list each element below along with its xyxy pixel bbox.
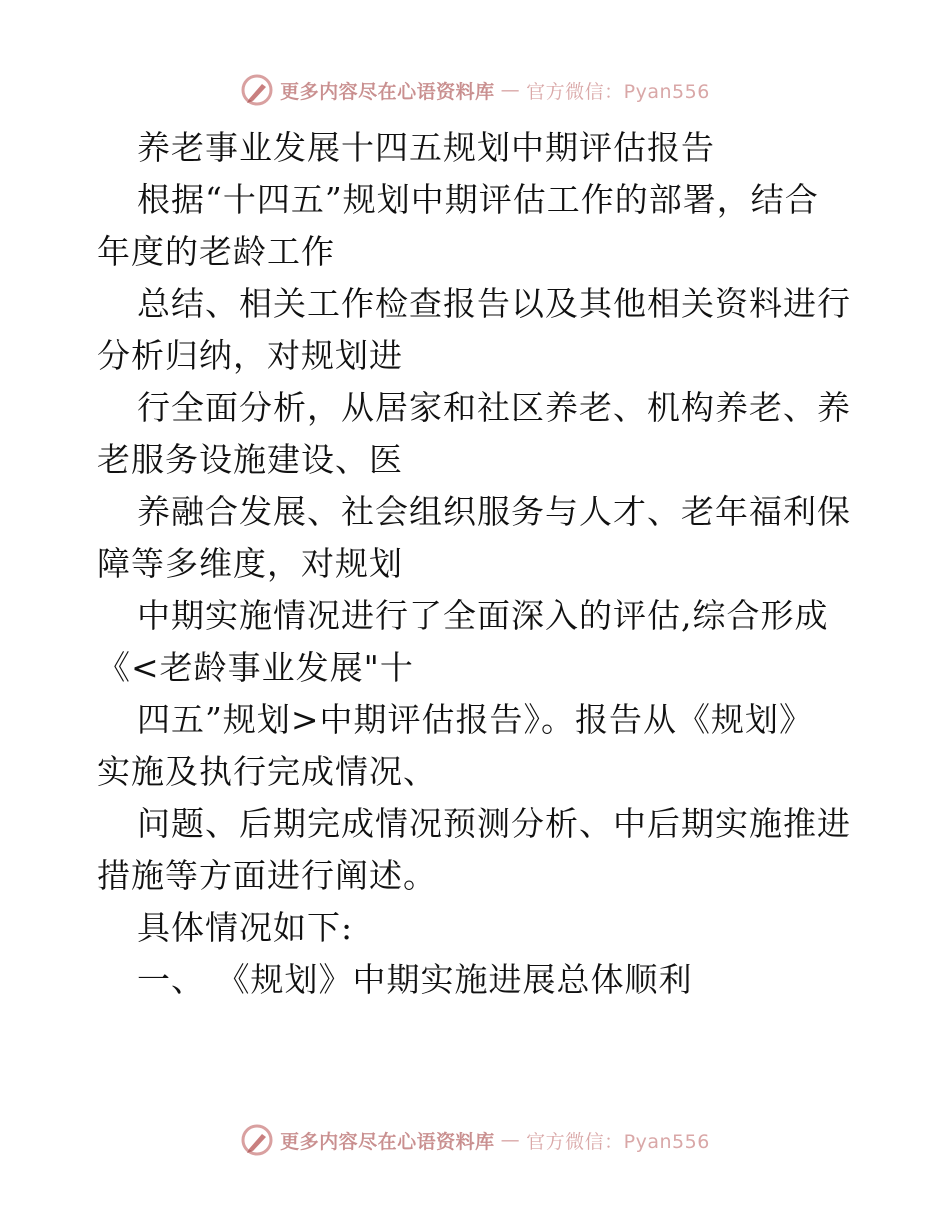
paragraph-line: 老服务设施建设、医 bbox=[97, 440, 403, 479]
footer-watermark bbox=[0, 1120, 950, 1160]
paragraph-line: 养老事业发展十四五规划中期评估报告 bbox=[137, 128, 715, 167]
pen-logo-icon bbox=[240, 1123, 274, 1157]
paragraph-line: 根据“十四五”规划中期评估工作的部署，结合 bbox=[137, 180, 819, 219]
paragraph-line: 一、 《规划》中期实施进展总体顺利 bbox=[137, 960, 693, 999]
paragraph-line: 实施及执行完成情况、 bbox=[97, 752, 437, 791]
paragraph-line: 问题、后期完成情况预测分析、中后期实施推进 bbox=[137, 804, 851, 843]
paragraph-line: 总结、相关工作检查报告以及其他相关资料进行 bbox=[137, 284, 851, 323]
paragraph-line: 具体情况如下: bbox=[137, 908, 354, 947]
watermark-brand: 更多内容尽在心语资料库 bbox=[280, 1130, 495, 1153]
document-body bbox=[97, 122, 857, 1006]
watermark-suffix: 官方微信：Pyan556 bbox=[526, 80, 710, 103]
paragraph-line: 四五”规划>中期评估报告》。报告从《规划》 bbox=[137, 700, 814, 739]
paragraph-line: 年度的老龄工作 bbox=[97, 232, 335, 271]
watermark-separator: — bbox=[500, 1129, 521, 1151]
paragraph-line: 分析归纳，对规划进 bbox=[97, 336, 403, 375]
paragraph-line: 中期实施情况进行了全面深入的评估,综合形成 bbox=[137, 596, 829, 635]
paragraph-line: 养融合发展、社会组织服务与人才、老年福利保 bbox=[137, 492, 851, 531]
watermark-suffix: 官方微信：Pyan556 bbox=[526, 1130, 710, 1153]
paragraph-line: 措施等方面进行阐述。 bbox=[97, 856, 437, 895]
watermark-separator: — bbox=[500, 79, 521, 101]
paragraph-line: 行全面分析，从居家和社区养老、机构养老、养 bbox=[137, 388, 851, 427]
pen-logo-icon bbox=[240, 73, 274, 107]
paragraph-line: 障等多维度，对规划 bbox=[97, 544, 403, 583]
header-watermark bbox=[0, 70, 950, 110]
paragraph-line: 《<老龄事业发展"十 bbox=[97, 648, 414, 687]
watermark-brand: 更多内容尽在心语资料库 bbox=[280, 80, 495, 103]
